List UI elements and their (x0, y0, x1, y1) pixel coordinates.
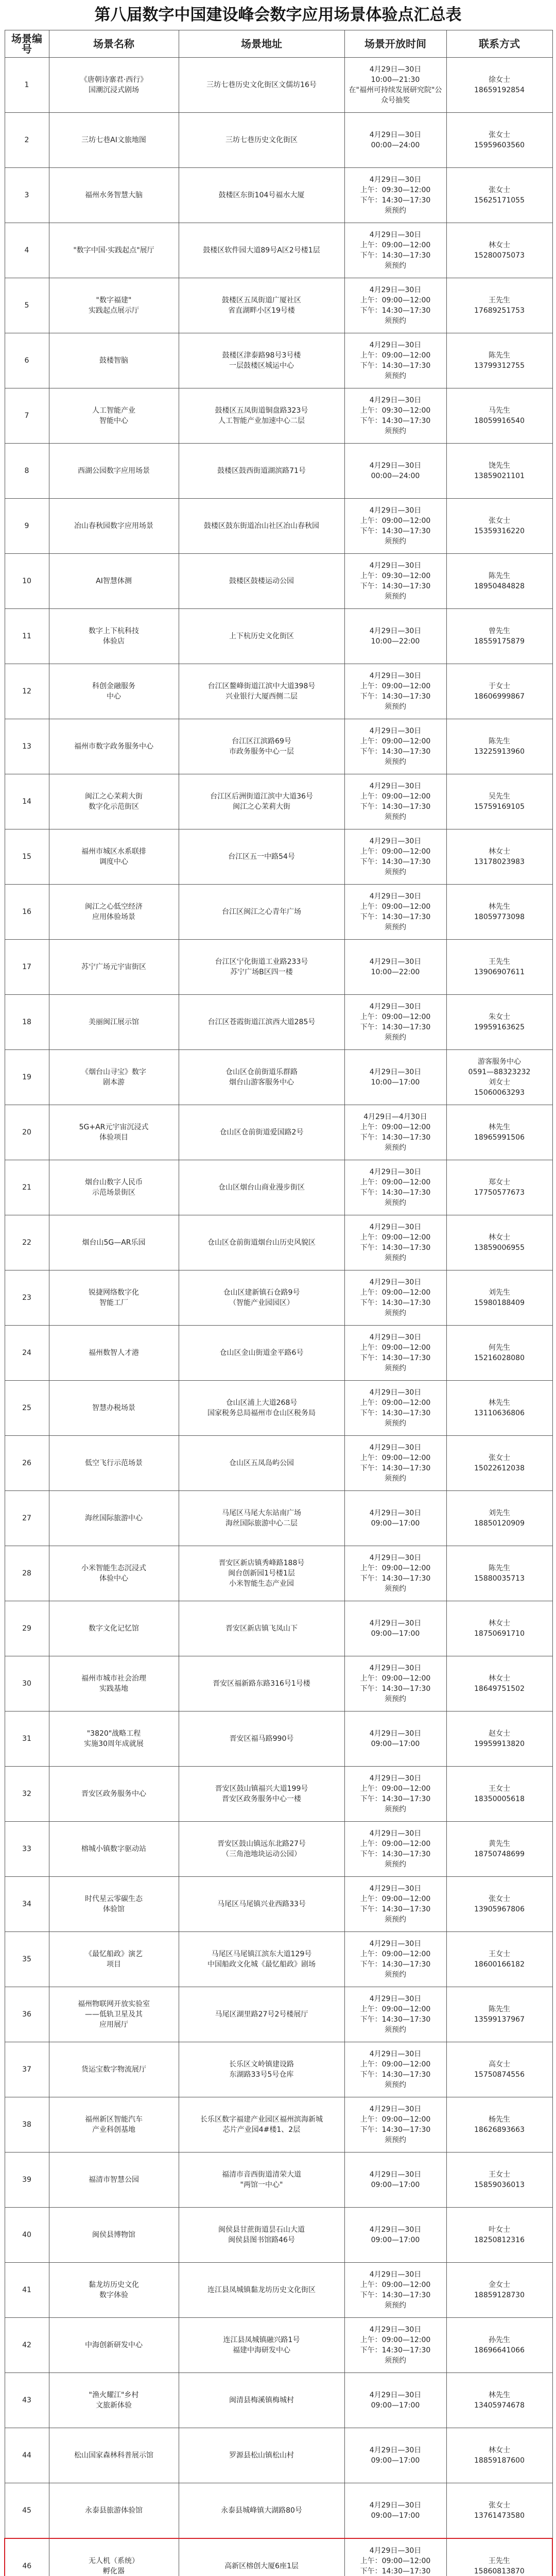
cell-address: 三坊七巷历史文化街区文儒坊16号 (179, 58, 344, 113)
cell-hours: 4月29日—30日 上午：09:00—12:00 下午：14:30—17:30 须预约 (344, 1932, 446, 1987)
cell-address: 连江县凤城镇融兴路1号 福建中海研发中心 (179, 2318, 344, 2373)
cell-id: 18 (5, 995, 49, 1050)
table-row (5, 1050, 552, 1105)
cell-address: 仓山区仓前街道乐群路 烟台山游客服务中心 (179, 1050, 344, 1105)
cell-hours: 4月29日—30日 10:00—22:00 (344, 609, 446, 664)
cell-contact: 林女士 18649751502 (446, 1656, 552, 1711)
cell-hours: 4月29日—30日 上午：09:00—12:00 下午：14:30—17:30 须预约 (344, 2318, 446, 2373)
cell-hours: 4月29日—30日 10:00—22:00 (344, 940, 446, 995)
cell-hours: 4月29日—30日 上午：09:00—12:00 下午：14:30—17:30 须预约 (344, 1656, 446, 1711)
table-row (5, 1381, 552, 1436)
cell-name: 福州市数字政务服务中心 (49, 719, 179, 774)
cell-contact: 王先生 17689251753 (446, 278, 552, 333)
scenario-table (4, 30, 553, 2576)
cell-address: 台江区江滨路69号 市政务服务中心一层 (179, 719, 344, 774)
table-row (5, 774, 552, 829)
cell-hours: 4月29日—30日 上午：09:00—12:00 下午：14:30—17:30 须预约 (344, 1326, 446, 1381)
cell-hours: 4月29日—30日 上午：09:00—12:00 下午：14:30—17:30 须预约 (344, 1270, 446, 1326)
cell-hours: 4月29日—30日 上午：09:00—12:00 下午：14:30—17:30 须预约 (344, 829, 446, 885)
cell-contact: 王女士 18350005618 (446, 1767, 552, 1822)
header-contact: 联系方式 (446, 30, 552, 58)
cell-id: 23 (5, 1270, 49, 1326)
cell-name: 福州水务智慧大脑 (49, 168, 179, 223)
cell-address: 台江区后洲街道江滨中大道36号 闽江之心茉莉大街 (179, 774, 344, 829)
cell-address: 马尾区马尾镇江滨东大道129号 中国船政文化城《最忆船政》剧场 (179, 1932, 344, 1987)
cell-hours: 4月29日—30日 09:00—17:00 (344, 1601, 446, 1656)
table-row (5, 1822, 552, 1877)
cell-name: 5G+AR元宇宙沉浸式 体验项目 (49, 1105, 179, 1160)
cell-contact: 朱女士 19959163625 (446, 995, 552, 1050)
cell-hours: 4月29日—30日 上午：09:30—12:00 下午：14:30—17:30 须预约 (344, 168, 446, 223)
cell-id: 43 (5, 2373, 49, 2428)
cell-address: 福清市音西街道清荣大道 "两馆一中心" (179, 2153, 344, 2208)
cell-address: 仓山区金山街道金平路6号 (179, 1326, 344, 1381)
cell-address: 连江县凤城镇黏龙坊历史文化街区 (179, 2263, 344, 2318)
cell-contact: 饶先生 13859021101 (446, 444, 552, 499)
header-address: 场景地址 (179, 30, 344, 58)
cell-address: 鼓楼区鼓西街道湖滨路71号 (179, 444, 344, 499)
cell-contact: 赵女士 19959913820 (446, 1711, 552, 1767)
table-row (5, 1601, 552, 1656)
table-row (5, 829, 552, 885)
table-row (5, 2483, 552, 2539)
table-row (5, 444, 552, 499)
cell-hours: 4月29日—30日 09:00—17:00 (344, 2483, 446, 2539)
cell-hours: 4月29日—30日 上午：09:00—12:00 下午：14:30—17:30 须预约 (344, 333, 446, 388)
table-row (5, 58, 552, 113)
cell-name: 福州物联网开放实验室 ——低轨卫星及其 应用展厅 (49, 1987, 179, 2042)
cell-hours: 4月29日—30日 上午：09:00—12:00 下午：14:30—17:30 须预约 (344, 1546, 446, 1601)
cell-address: 马尾区湖里路27号2号楼展厅 (179, 1987, 344, 2042)
table-row (5, 2042, 552, 2097)
table-row (5, 719, 552, 774)
cell-name: 三坊七巷AI文旅地图 (49, 113, 179, 168)
cell-name: 苏宁广场元宇宙街区 (49, 940, 179, 995)
cell-hours: 4月29日—30日 上午：09:00—12:00 下午：14:30—17:30 须预约 (344, 499, 446, 554)
cell-name: 无人机（系统） 孵化器 (49, 2538, 179, 2576)
cell-contact: 林女士 13859006955 (446, 1215, 552, 1270)
cell-contact: 林女士 18859187600 (446, 2428, 552, 2483)
cell-name: 数字文化记忆馆 (49, 1601, 179, 1656)
table-row (5, 113, 552, 168)
cell-name: 《唐朝诗寨君·西行》 国潮沉浸式剧场 (49, 58, 179, 113)
cell-address: 仓山区烟台山商业漫步街区 (179, 1160, 344, 1215)
cell-id: 6 (5, 333, 49, 388)
cell-id: 4 (5, 223, 49, 278)
cell-id: 8 (5, 444, 49, 499)
cell-name: 科创金融服务 中心 (49, 664, 179, 719)
cell-address: 罗源县松山镇松山村 (179, 2428, 344, 2483)
table-row (5, 940, 552, 995)
cell-contact: 马先生 18059916540 (446, 388, 552, 444)
header-name: 场景名称 (49, 30, 179, 58)
cell-contact: 张女士 15959603560 (446, 113, 552, 168)
cell-address: 仓山区仓前街道烟台山历史风貌区 (179, 1215, 344, 1270)
cell-address: 仓山区五凤岛屿公园 (179, 1436, 344, 1491)
cell-name: "渔火耀江"乡村 文旅新体验 (49, 2373, 179, 2428)
cell-contact: 于女士 18606999867 (446, 664, 552, 719)
cell-name: 时代星云零碳生态 体验馆 (49, 1877, 179, 1932)
table-row (5, 885, 552, 940)
cell-address: 鼓楼区鼓东街道冶山社区冶山春秋园 (179, 499, 344, 554)
cell-hours: 4月29日—30日 00:00—24:00 (344, 444, 446, 499)
table-row (5, 333, 552, 388)
cell-id: 24 (5, 1326, 49, 1381)
cell-address: 仓山区建新镇石仓路9号 （智能产业园园区） (179, 1270, 344, 1326)
cell-name: 货运宝数字物流展厅 (49, 2042, 179, 2097)
cell-contact: 林先生 13110636806 (446, 1381, 552, 1436)
cell-address: 鼓楼区软件园大道89号A区2号楼1层 (179, 223, 344, 278)
table-row (5, 2263, 552, 2318)
cell-id: 41 (5, 2263, 49, 2318)
cell-contact: 高女士 15750874556 (446, 2042, 552, 2097)
cell-address: 台江区宁化街道工业路233号 苏宁广场B区四一楼 (179, 940, 344, 995)
cell-hours: 4月29日—30日 上午：09:00—12:00 下午：14:30—17:30 须预约 (344, 1436, 446, 1491)
cell-contact: 林先生 18965991506 (446, 1105, 552, 1160)
cell-address: 晋安区新店镇飞凤山下 (179, 1601, 344, 1656)
cell-contact: 陈先生 18950484828 (446, 554, 552, 609)
table-row (5, 609, 552, 664)
cell-contact: 陈先生 13225913960 (446, 719, 552, 774)
cell-hours: 4月29日—4月30日 上午：09:00—12:00 下午：14:30—17:30 须预约 (344, 1105, 446, 1160)
cell-address: 长乐区文岭镇建设路 东湖路33号5号仓库 (179, 2042, 344, 2097)
cell-id: 35 (5, 1932, 49, 1987)
cell-address: 台江区闽江之心青年广场 (179, 885, 344, 940)
cell-name: 美丽闽江展示馆 (49, 995, 179, 1050)
cell-id: 9 (5, 499, 49, 554)
cell-id: 10 (5, 554, 49, 609)
cell-id: 36 (5, 1987, 49, 2042)
cell-name: 中海创新研发中心 (49, 2318, 179, 2373)
cell-contact: 陈先生 13599137967 (446, 1987, 552, 2042)
cell-contact: 徐女士 18659192854 (446, 58, 552, 113)
cell-address: 马尾区马尾镇兴业西路33号 (179, 1877, 344, 1932)
cell-hours: 4月29日—30日 上午：09:30—12:00 下午：14:30—17:30 须预约 (344, 554, 446, 609)
cell-contact: 张女士 13905967806 (446, 1877, 552, 1932)
cell-id: 37 (5, 2042, 49, 2097)
table-row (5, 2097, 552, 2153)
cell-contact: 张女士 15359316220 (446, 499, 552, 554)
cell-address: 闽侯县甘蔗街道昙石山大道 闽侯县图书馆路46号 (179, 2208, 344, 2263)
cell-address: 鼓楼区五凤街道广厦社区 省直湖畔小区19号楼 (179, 278, 344, 333)
table-row (5, 2428, 552, 2483)
cell-name: 晋安区政务服务中心 (49, 1767, 179, 1822)
cell-contact: 陈先生 15880035713 (446, 1546, 552, 1601)
cell-hours: 4月29日—30日 09:00—17:00 (344, 2208, 446, 2263)
cell-name: 海丝国际旅游中心 (49, 1491, 179, 1546)
cell-id: 29 (5, 1601, 49, 1656)
cell-hours: 4月29日—30日 上午：09:00—12:00 下午：14:30—17:30 须预约 (344, 2097, 446, 2153)
cell-name: 福州新区智能汽车 产业科创基地 (49, 2097, 179, 2153)
cell-contact: 张女士 13761473580 (446, 2483, 552, 2539)
cell-contact: 刘先生 15980188409 (446, 1270, 552, 1326)
cell-id: 31 (5, 1711, 49, 1767)
table-header-row (5, 30, 552, 58)
cell-address: 马尾区马尾大东站南广场 海丝国际旅游中心二层 (179, 1491, 344, 1546)
cell-name: 《烟台山寻宝》数字 剧本游 (49, 1050, 179, 1105)
cell-name: 人工智能产业 智能中心 (49, 388, 179, 444)
cell-address: 鼓楼区五凤街道铜盘路323号 人工智能产业加速中心二层 (179, 388, 344, 444)
cell-name: 榕城小镇数字驱动站 (49, 1822, 179, 1877)
header-id: 场景编号 (5, 30, 49, 58)
cell-name: 永泰县旅游体验馆 (49, 2483, 179, 2539)
cell-contact: 王先生 13906907611 (446, 940, 552, 995)
cell-name: "数字中国·实践起点"展厅 (49, 223, 179, 278)
cell-hours: 4月29日—30日 上午：09:00—12:00 下午：14:30—17:30 须预约 (344, 719, 446, 774)
table-row (5, 223, 552, 278)
cell-hours: 4月29日—30日 上午：09:30—12:00 下午：14:30—17:30 须预约 (344, 388, 446, 444)
table-row (5, 2318, 552, 2373)
table-row (5, 664, 552, 719)
cell-name: 闽江之心低空经济 应用体验场景 (49, 885, 179, 940)
cell-hours: 4月29日—30日 09:00—17:00 (344, 2153, 446, 2208)
cell-address: 鼓楼区东街104号福水大厦 (179, 168, 344, 223)
cell-hours: 4月29日—30日 09:00—17:00 (344, 2428, 446, 2483)
table-row (5, 1877, 552, 1932)
cell-name: 低空飞行示范场景 (49, 1436, 179, 1491)
table-row (5, 995, 552, 1050)
cell-id: 3 (5, 168, 49, 223)
cell-name: 鼓楼智脑 (49, 333, 179, 388)
cell-id: 28 (5, 1546, 49, 1601)
cell-hours: 4月29日—30日 09:00—17:00 (344, 1491, 446, 1546)
table-row (5, 1767, 552, 1822)
cell-contact: 曾先生 18559175879 (446, 609, 552, 664)
cell-contact: 杨先生 18626893663 (446, 2097, 552, 2153)
cell-hours: 4月29日—30日 上午：09:00—12:00 下午：14:30—17:30 须预约 (344, 1160, 446, 1215)
cell-address: 台江区五一中路54号 (179, 829, 344, 885)
cell-hours: 4月29日—30日 上午：09:00—12:00 下午：14:30—17:30 须预约 (344, 1987, 446, 2042)
cell-name: "3820"战略工程 实施30周年成就展 (49, 1711, 179, 1767)
cell-contact: 游客服务中心 0591—88323232 刘女士 15060063293 (446, 1050, 552, 1105)
cell-id: 46 (5, 2538, 49, 2576)
cell-id: 12 (5, 664, 49, 719)
cell-address: 鼓楼区津泰路98号3号楼 一层鼓楼区城运中心 (179, 333, 344, 388)
cell-id: 11 (5, 609, 49, 664)
cell-address: 仓山区浦上大道268号 国家税务总局福州市仓山区税务局 (179, 1381, 344, 1436)
table-row (5, 1326, 552, 1381)
cell-id: 13 (5, 719, 49, 774)
cell-contact: 林先生 13405974678 (446, 2373, 552, 2428)
cell-contact: 叶女士 18250812316 (446, 2208, 552, 2263)
table-row (5, 1160, 552, 1215)
cell-name: 冶山春秋园数字应用场景 (49, 499, 179, 554)
cell-address: 晋安区新店镇秀峰路188号 闽台创新园1号楼1层 小米智能生态产业园 (179, 1546, 344, 1601)
table-row (5, 554, 552, 609)
cell-contact: 刘先生 18850120909 (446, 1491, 552, 1546)
cell-name: 福州市城区水系联排 调度中心 (49, 829, 179, 885)
cell-hours: 4月29日—30日 09:00—17:00 (344, 1711, 446, 1767)
cell-name: 闽侯县博物馆 (49, 2208, 179, 2263)
cell-contact: 吴先生 15759169105 (446, 774, 552, 829)
cell-contact: 林女士 18750691710 (446, 1601, 552, 1656)
cell-address: 上下杭历史文化街区 (179, 609, 344, 664)
cell-name: 烟台山数字人民币 示范场景街区 (49, 1160, 179, 1215)
cell-contact: 王女士 15859036013 (446, 2153, 552, 2208)
cell-name: 数字上下杭科技 体验店 (49, 609, 179, 664)
cell-id: 39 (5, 2153, 49, 2208)
cell-address: 晋安区福新路东路316号1号楼 (179, 1656, 344, 1711)
cell-id: 33 (5, 1822, 49, 1877)
cell-hours: 4月29日—30日 上午：09:00—12:00 下午：14:30—17:30 须预约 (344, 1877, 446, 1932)
cell-id: 1 (5, 58, 49, 113)
cell-id: 27 (5, 1491, 49, 1546)
cell-hours: 4月29日—30日 00:00—24:00 (344, 113, 446, 168)
cell-id: 40 (5, 2208, 49, 2263)
cell-address: 高新区榕创大厦6座1层 (179, 2538, 344, 2576)
cell-contact: 黄先生 18750748699 (446, 1822, 552, 1877)
cell-id: 25 (5, 1381, 49, 1436)
cell-address: 三坊七巷历史文化街区 (179, 113, 344, 168)
cell-address: 台江区苍霞街道江滨西大道285号 (179, 995, 344, 1050)
cell-hours: 4月29日—30日 上午：09:00—12:00 下午：14:30—17:30 须预约 (344, 2263, 446, 2318)
cell-contact: 张女士 15625171055 (446, 168, 552, 223)
cell-contact: 林先生 18059773098 (446, 885, 552, 940)
cell-hours: 4月29日—30日 上午：09:00—12:00 下午：14:30—17:30 须预约 (344, 664, 446, 719)
cell-hours: 4月29日—30日 上午：09:00—12:00 下午：14:30—17:30 须预约 (344, 2042, 446, 2097)
table-row (5, 1546, 552, 1601)
table-row (5, 1270, 552, 1326)
cell-address: 鼓楼区鼓楼运动公园 (179, 554, 344, 609)
cell-id: 32 (5, 1767, 49, 1822)
cell-id: 17 (5, 940, 49, 995)
cell-hours: 4月29日—30日 10:00—17:00 (344, 1050, 446, 1105)
cell-contact: 张女士 15022612038 (446, 1436, 552, 1491)
cell-contact: 孙先生 18696641066 (446, 2318, 552, 2373)
cell-address: 闽清县梅溪镇梅城村 (179, 2373, 344, 2428)
cell-name: 《最忆船政》演艺 项目 (49, 1932, 179, 1987)
cell-contact: 林女士 13178023983 (446, 829, 552, 885)
table-row (5, 2373, 552, 2428)
table-row (5, 1215, 552, 1270)
cell-id: 14 (5, 774, 49, 829)
cell-name: 福清市智慧公园 (49, 2153, 179, 2208)
cell-address: 长乐区数字福建产业园区福州滨海新城 芯片产业园4#楼1、2层 (179, 2097, 344, 2153)
cell-address: 仓山区仓前街道爱国路2号 (179, 1105, 344, 1160)
table-row (5, 1987, 552, 2042)
cell-id: 5 (5, 278, 49, 333)
cell-hours: 4月29日—30日 上午：09:00—12:00 下午：14:30—17:30 须预约 (344, 278, 446, 333)
table-row (5, 1105, 552, 1160)
cell-id: 38 (5, 2097, 49, 2153)
table-row (5, 499, 552, 554)
cell-name: 闽江之心茉莉大街 数字化示范街区 (49, 774, 179, 829)
cell-id: 30 (5, 1656, 49, 1711)
table-row (5, 1436, 552, 1491)
cell-hours: 4月29日—30日 上午：09:00—12:00 下午：14:30—17:30 须预约 (344, 1381, 446, 1436)
page-title: 第八届数字中国建设峰会数字应用场景体验点汇总表 (94, 6, 462, 24)
cell-name: "数字福建" 实践起点展示厅 (49, 278, 179, 333)
cell-contact: 金女士 18859128730 (446, 2263, 552, 2318)
cell-hours: 4月29日—30日 上午：09:00—12:00 下午：14:30—17:30 须预约 (344, 1767, 446, 1822)
cell-hours: 4月29日—30日 上午：09:00—12:00 下午：14:30—17:30 (344, 2538, 446, 2576)
cell-id: 42 (5, 2318, 49, 2373)
cell-name: 小米智能生态沉浸式 体验中心 (49, 1546, 179, 1601)
table-row (5, 388, 552, 444)
cell-hours: 4月29日—30日 上午：09:00—12:00 下午：14:30—17:30 须预约 (344, 1822, 446, 1877)
table-row (5, 1656, 552, 1711)
table-row (5, 1491, 552, 1546)
cell-id: 34 (5, 1877, 49, 1932)
cell-id: 2 (5, 113, 49, 168)
cell-contact: 郑女士 17750577673 (446, 1160, 552, 1215)
cell-id: 26 (5, 1436, 49, 1491)
cell-id: 22 (5, 1215, 49, 1270)
cell-hours: 4月29日—30日 上午：09:00—12:00 下午：14:30—17:30 须预约 (344, 774, 446, 829)
cell-hours: 4月29日—30日 上午：09:00—12:00 下午：14:30—17:30 须预约 (344, 995, 446, 1050)
cell-id: 45 (5, 2483, 49, 2539)
cell-hours: 4月29日—30日 上午：09:00—12:00 下午：14:30—17:30 须预约 (344, 1215, 446, 1270)
table-body (5, 58, 552, 2576)
cell-name: AI智慧体测 (49, 554, 179, 609)
cell-hours: 4月29日—30日 09:00—17:00 (344, 2373, 446, 2428)
table-row (5, 278, 552, 333)
cell-id: 44 (5, 2428, 49, 2483)
table-row-highlighted (5, 2538, 552, 2576)
cell-contact: 王女士 18600166182 (446, 1932, 552, 1987)
table-row (5, 1932, 552, 1987)
cell-name: 福州市城市社会治理 实践基地 (49, 1656, 179, 1711)
cell-id: 19 (5, 1050, 49, 1105)
cell-hours: 4月29日—30日 上午：09:00—12:00 下午：14:30—17:30 须预约 (344, 885, 446, 940)
cell-id: 21 (5, 1160, 49, 1215)
cell-hours: 4月29日—30日 上午：09:00—12:00 下午：14:30—17:30 须预约 (344, 223, 446, 278)
cell-address: 晋安区鼓山镇福兴大道199号 晋安区政务服务中心一楼 (179, 1767, 344, 1822)
cell-contact: 林女士 15280075073 (446, 223, 552, 278)
cell-contact: 何先生 15216028080 (446, 1326, 552, 1381)
cell-name: 黏龙坊历史文化 数字体验 (49, 2263, 179, 2318)
table-row (5, 1711, 552, 1767)
cell-address: 台江区鳌峰街道江滨中大道398号 兴业银行大厦西侧二层 (179, 664, 344, 719)
cell-name: 智慧办税场景 (49, 1381, 179, 1436)
cell-name: 西湖公园数字应用场景 (49, 444, 179, 499)
cell-name: 松山国家森林科普展示馆 (49, 2428, 179, 2483)
table-row (5, 2153, 552, 2208)
cell-id: 7 (5, 388, 49, 444)
cell-address: 晋安区福马路990号 (179, 1711, 344, 1767)
cell-id: 15 (5, 829, 49, 885)
table-row (5, 168, 552, 223)
cell-hours: 4月29日—30日 10:00—21:30 在"福州可持续发展研究院"公众号抽奖 (344, 58, 446, 113)
cell-id: 16 (5, 885, 49, 940)
header-hours: 场景开放时间 (344, 30, 446, 58)
cell-name: 烟台山5G—AR乐园 (49, 1215, 179, 1270)
cell-address: 永泰县城峰镇大湖路80号 (179, 2483, 344, 2539)
table-row (5, 2208, 552, 2263)
cell-address: 晋安区鼓山镇远东北路27号 （三角池地块运动公园） (179, 1822, 344, 1877)
cell-contact: 王先生 15860813870 (446, 2538, 552, 2576)
cell-contact: 陈先生 13799312755 (446, 333, 552, 388)
cell-name: 福州数智人才港 (49, 1326, 179, 1381)
cell-name: 锐捷网络数字化 智能工厂 (49, 1270, 179, 1326)
cell-id: 20 (5, 1105, 49, 1160)
